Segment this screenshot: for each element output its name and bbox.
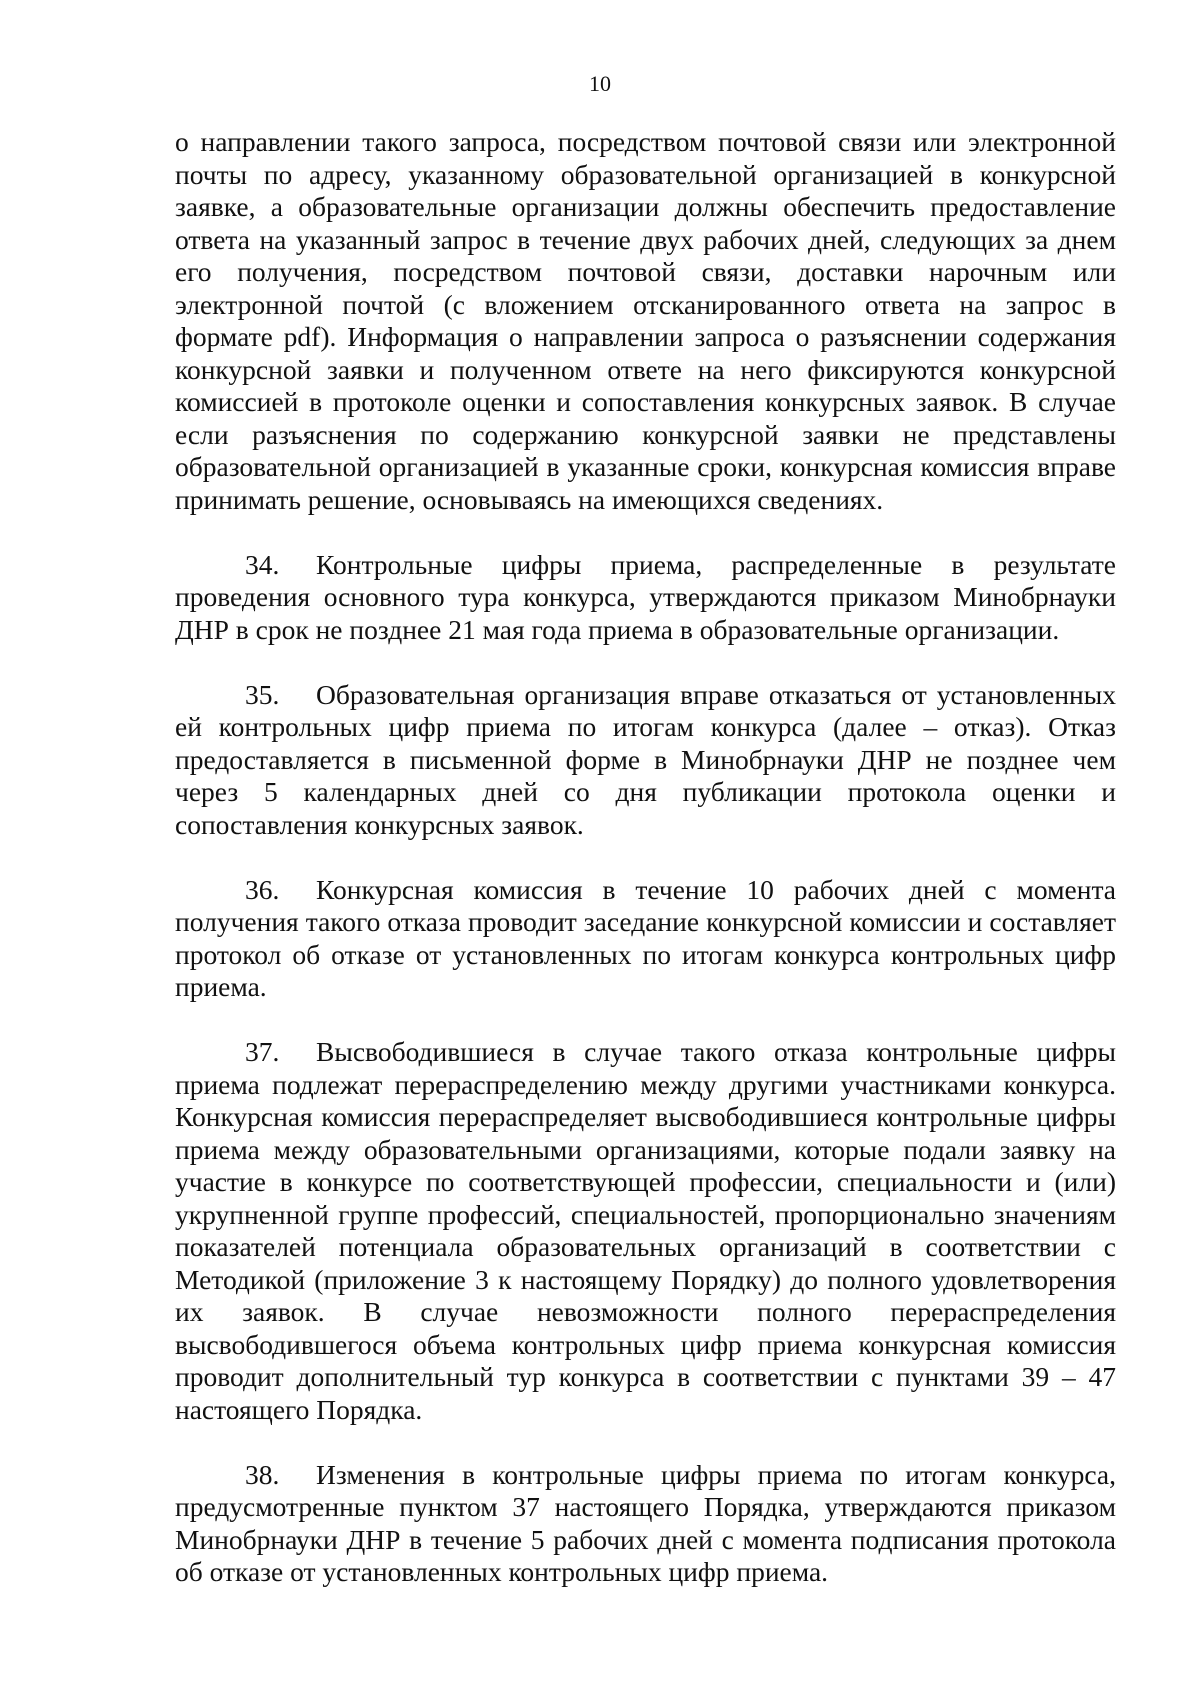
paragraph-38 [175, 1459, 1116, 1589]
paragraph-text: Образовательная организация вправе отказаться от установленных ей контрольных цифр приема по итогам конкурса (далее – отказ). Отказ предоставляется в письменной форме в Минобрнауки ДНР не позднее чем через 5 календарных дней со дня публикации протокола оценки и сопоставления конкурсных заявок. [175, 678, 1116, 840]
paragraph-number: 38. [245, 1458, 280, 1490]
paragraph-34 [175, 549, 1116, 647]
paragraph-continuation [175, 126, 1116, 516]
document-body [175, 126, 1116, 1589]
paragraph-text: Высвободившиеся в случае такого отказа контрольные цифры приема подлежат перераспределению между другими участниками конкурса. Конкурсная комиссия перераспределяет высвободившиеся контрольные цифры приема между образовательными организациями, которые подали заявку на участие в конкурсе по соответствующей профессии, специальности и (или) укрупненной группе профессий, специальностей, пропорционально значениям показателей потенциала образовательных организаций в соответствии с Методикой (приложение 3 к настоящему Порядку) до полного удовлетворения их заявок. В случае невозможности полного перераспределения высвободившегося объема контрольных цифр приема конкурсная комиссия проводит дополнительный тур конкурса в соответствии с пунктами 39 – 47 настоящего Порядка. [175, 1036, 1116, 1425]
paragraph-37 [175, 1036, 1116, 1426]
paragraph-number: 36. [245, 873, 280, 905]
paragraph-number: 37. [245, 1036, 280, 1067]
paragraph-text: Контрольные цифры приема, распределенные в результате проведения основного тура конкурса, утверждаются приказом Минобрнауки ДНР в срок не позднее 21 мая года приема в образовательные организации. [175, 548, 1116, 645]
paragraph-text: о направлении такого запроса, посредством почтовой связи или электронной почты по адресу, указанному образовательной организацией в конкурсной заявке, а образовательные организации должны обеспечить предоставление ответа на указанный запрос в течение двух рабочих дней, следующих за днем его получения, посредством почтовой связи, доставки нарочным или электронной почтой (с вложением отсканированного ответа на запрос в формате pdf). Информация о направлении запроса о разъяснении содержания конкурсной заявки и полученном ответе на него фиксируются конкурсной комиссией в протоколе оценки и сопоставления конкурсных заявок. В случае если разъяснения по содержанию конкурсной заявки не представлены образовательной организацией в указанные сроки, конкурсная комиссия вправе принимать решение, основываясь на имеющихся сведениях. [175, 126, 1116, 515]
paragraph-35 [175, 679, 1116, 842]
page-number: 10 [589, 71, 611, 96]
paragraph-text: Изменения в контрольные цифры приема по итогам конкурса, предусмотренные пунктом 37 настоящего Порядка, утверждаются приказом Минобрнауки ДНР в течение 5 рабочих дней с момента подписания протокола об отказе от установленных контрольных цифр приема. [175, 1458, 1116, 1587]
paragraph-text: Конкурсная комиссия в течение 10 рабочих дней с момента получения такого отказа проводит заседание конкурсной комиссии и составляет протокол об отказе от установленных по итогам конкурса контрольных цифр приема. [175, 873, 1116, 1002]
paragraph-36 [175, 874, 1116, 1004]
paragraph-number: 35. [245, 678, 280, 710]
paragraph-number: 34. [245, 548, 280, 580]
